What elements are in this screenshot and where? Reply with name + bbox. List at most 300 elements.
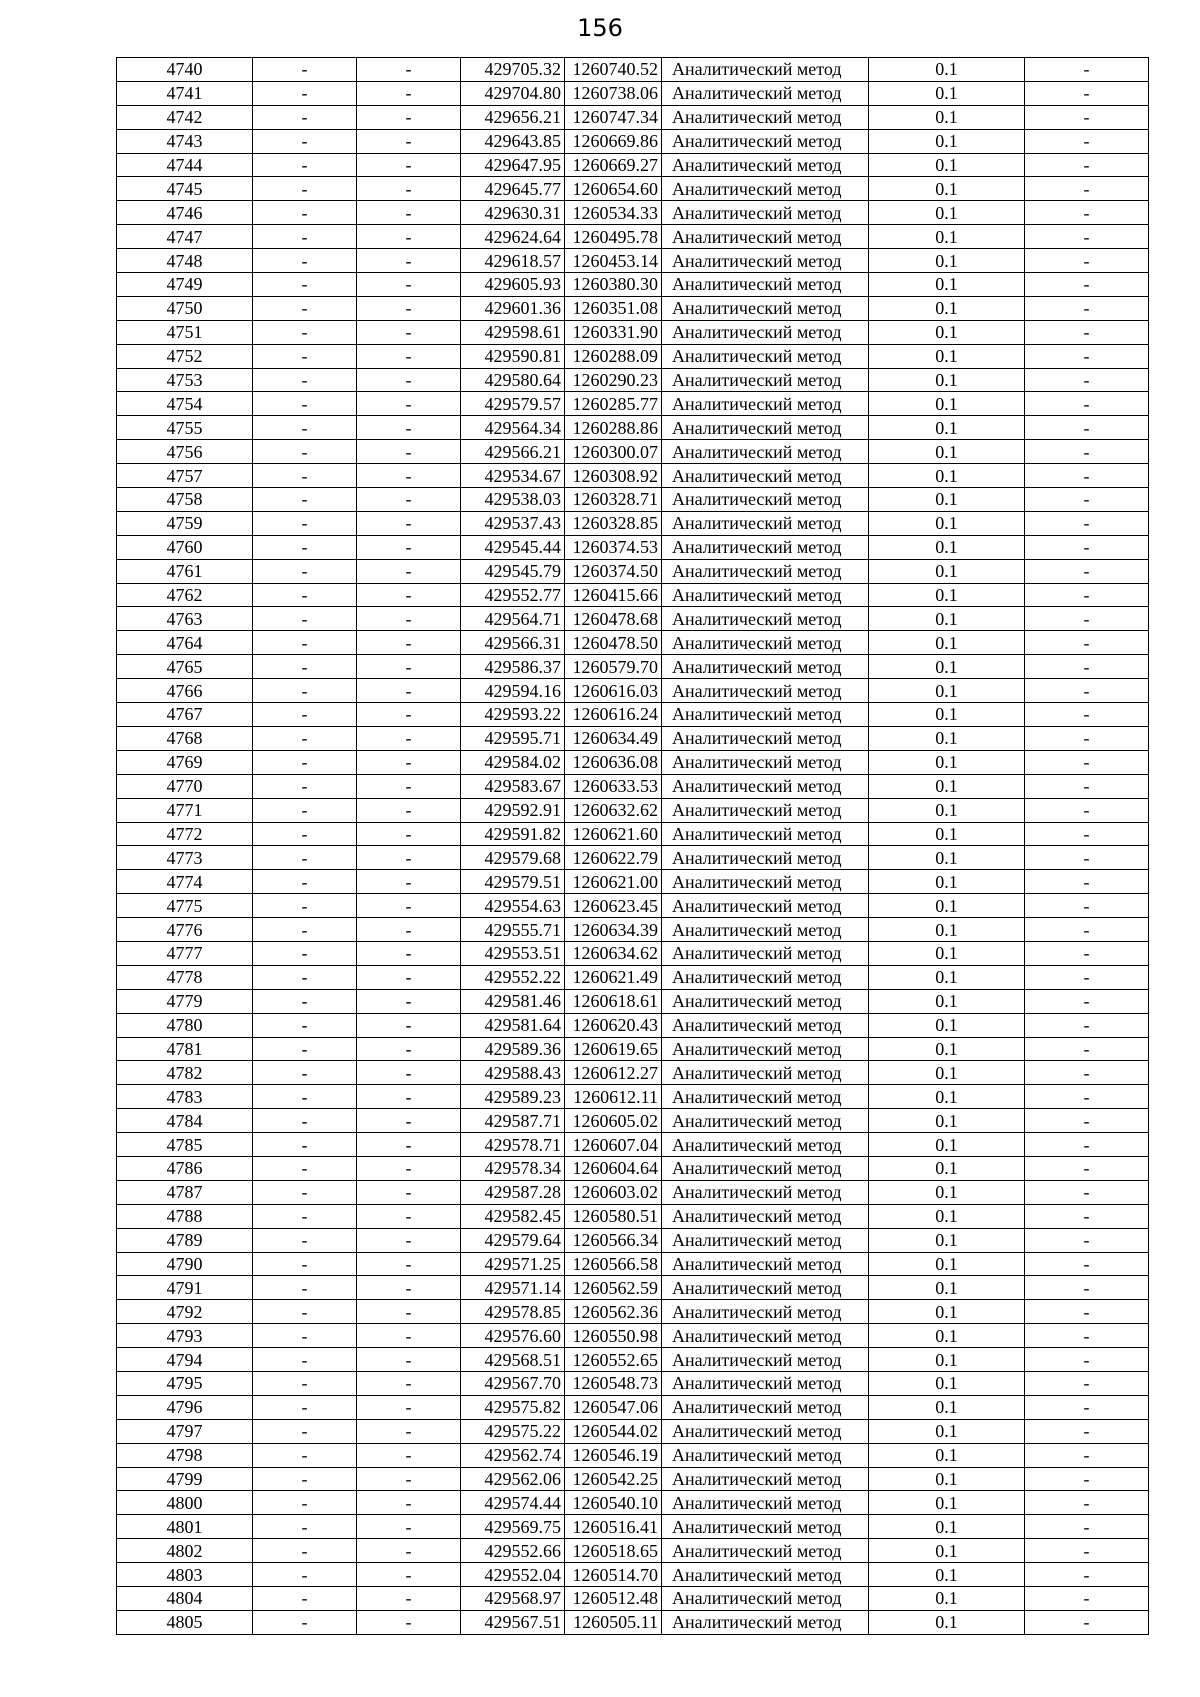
x-coordinate-cell: 429552.22: [461, 965, 565, 989]
table-row: [117, 464, 1149, 488]
method-cell: Аналитический метод: [662, 1061, 869, 1085]
last-column-cell: -: [1025, 488, 1149, 512]
y-coordinate-cell: 1260512.48: [565, 1587, 662, 1611]
point-number-cell: 4764: [117, 631, 253, 655]
column-3-cell: -: [357, 1204, 461, 1228]
x-coordinate-cell: 429579.68: [461, 846, 565, 870]
method-cell: Аналитический метод: [662, 511, 869, 535]
column-2-cell: -: [253, 559, 357, 583]
point-number-cell: 4798: [117, 1443, 253, 1467]
accuracy-cell: 0.1: [869, 1037, 1025, 1061]
last-column-cell: -: [1025, 440, 1149, 464]
accuracy-cell: 0.1: [869, 798, 1025, 822]
last-column-cell: -: [1025, 870, 1149, 894]
point-number-cell: 4746: [117, 201, 253, 225]
x-coordinate-cell: 429554.63: [461, 894, 565, 918]
column-2-cell: -: [253, 1061, 357, 1085]
x-coordinate-cell: 429590.81: [461, 344, 565, 368]
x-coordinate-cell: 429624.64: [461, 225, 565, 249]
last-column-cell: -: [1025, 607, 1149, 631]
last-column-cell: -: [1025, 679, 1149, 703]
column-3-cell: -: [357, 1395, 461, 1419]
y-coordinate-cell: 1260534.33: [565, 201, 662, 225]
last-column-cell: -: [1025, 1109, 1149, 1133]
column-2-cell: -: [253, 1133, 357, 1157]
x-coordinate-cell: 429564.71: [461, 607, 565, 631]
accuracy-cell: 0.1: [869, 1610, 1025, 1634]
y-coordinate-cell: 1260380.30: [565, 273, 662, 297]
x-coordinate-cell: 429582.45: [461, 1204, 565, 1228]
y-coordinate-cell: 1260634.62: [565, 941, 662, 965]
method-cell: Аналитический метод: [662, 368, 869, 392]
method-cell: Аналитический метод: [662, 1133, 869, 1157]
table-row: [117, 1228, 1149, 1252]
table-row: [117, 1515, 1149, 1539]
page-number: 156: [577, 14, 623, 42]
column-3-cell: -: [357, 774, 461, 798]
last-column-cell: -: [1025, 822, 1149, 846]
column-2-cell: -: [253, 296, 357, 320]
y-coordinate-cell: 1260634.49: [565, 726, 662, 750]
x-coordinate-cell: 429562.74: [461, 1443, 565, 1467]
accuracy-cell: 0.1: [869, 1467, 1025, 1491]
method-cell: Аналитический метод: [662, 1587, 869, 1611]
last-column-cell: -: [1025, 535, 1149, 559]
column-3-cell: -: [357, 798, 461, 822]
table-row: [117, 941, 1149, 965]
point-number-cell: 4768: [117, 726, 253, 750]
y-coordinate-cell: 1260374.53: [565, 535, 662, 559]
accuracy-cell: 0.1: [869, 296, 1025, 320]
y-coordinate-cell: 1260612.11: [565, 1085, 662, 1109]
table-row: [117, 344, 1149, 368]
method-cell: Аналитический метод: [662, 894, 869, 918]
column-3-cell: -: [357, 273, 461, 297]
x-coordinate-cell: 429545.79: [461, 559, 565, 583]
x-coordinate-cell: 429647.95: [461, 153, 565, 177]
method-cell: Аналитический метод: [662, 1085, 869, 1109]
x-coordinate-cell: 429562.06: [461, 1467, 565, 1491]
accuracy-cell: 0.1: [869, 153, 1025, 177]
method-cell: Аналитический метод: [662, 941, 869, 965]
last-column-cell: -: [1025, 941, 1149, 965]
accuracy-cell: 0.1: [869, 1013, 1025, 1037]
column-2-cell: -: [253, 1276, 357, 1300]
method-cell: Аналитический метод: [662, 416, 869, 440]
column-3-cell: -: [357, 1109, 461, 1133]
last-column-cell: -: [1025, 703, 1149, 727]
point-number-cell: 4804: [117, 1587, 253, 1611]
x-coordinate-cell: 429589.36: [461, 1037, 565, 1061]
column-2-cell: -: [253, 177, 357, 201]
accuracy-cell: 0.1: [869, 726, 1025, 750]
y-coordinate-cell: 1260415.66: [565, 583, 662, 607]
table-row: [117, 559, 1149, 583]
y-coordinate-cell: 1260579.70: [565, 655, 662, 679]
point-number-cell: 4787: [117, 1180, 253, 1204]
column-2-cell: -: [253, 368, 357, 392]
last-column-cell: -: [1025, 225, 1149, 249]
y-coordinate-cell: 1260616.03: [565, 679, 662, 703]
column-2-cell: -: [253, 726, 357, 750]
method-cell: Аналитический метод: [662, 1300, 869, 1324]
column-2-cell: -: [253, 1515, 357, 1539]
x-coordinate-cell: 429534.67: [461, 464, 565, 488]
x-coordinate-cell: 429569.75: [461, 1515, 565, 1539]
column-2-cell: -: [253, 1610, 357, 1634]
last-column-cell: -: [1025, 965, 1149, 989]
table-row: [117, 1587, 1149, 1611]
method-cell: Аналитический метод: [662, 1443, 869, 1467]
column-2-cell: -: [253, 798, 357, 822]
table-row: [117, 488, 1149, 512]
y-coordinate-cell: 1260495.78: [565, 225, 662, 249]
column-3-cell: -: [357, 153, 461, 177]
method-cell: Аналитический метод: [662, 607, 869, 631]
method-cell: Аналитический метод: [662, 679, 869, 703]
accuracy-cell: 0.1: [869, 989, 1025, 1013]
accuracy-cell: 0.1: [869, 1587, 1025, 1611]
y-coordinate-cell: 1260604.64: [565, 1156, 662, 1180]
accuracy-cell: 0.1: [869, 1443, 1025, 1467]
method-cell: Аналитический метод: [662, 1204, 869, 1228]
column-2-cell: -: [253, 1539, 357, 1563]
column-3-cell: -: [357, 1610, 461, 1634]
accuracy-cell: 0.1: [869, 464, 1025, 488]
accuracy-cell: 0.1: [869, 1156, 1025, 1180]
accuracy-cell: 0.1: [869, 1371, 1025, 1395]
point-number-cell: 4780: [117, 1013, 253, 1037]
column-3-cell: -: [357, 488, 461, 512]
column-3-cell: -: [357, 941, 461, 965]
table-row: [117, 822, 1149, 846]
last-column-cell: -: [1025, 894, 1149, 918]
method-cell: Аналитический метод: [662, 1013, 869, 1037]
column-2-cell: -: [253, 488, 357, 512]
column-2-cell: -: [253, 655, 357, 679]
y-coordinate-cell: 1260619.65: [565, 1037, 662, 1061]
table-row: [117, 894, 1149, 918]
point-number-cell: 4743: [117, 129, 253, 153]
x-coordinate-cell: 429555.71: [461, 918, 565, 942]
x-coordinate-cell: 429581.46: [461, 989, 565, 1013]
point-number-cell: 4783: [117, 1085, 253, 1109]
method-cell: Аналитический метод: [662, 703, 869, 727]
last-column-cell: -: [1025, 989, 1149, 1013]
point-number-cell: 4756: [117, 440, 253, 464]
accuracy-cell: 0.1: [869, 320, 1025, 344]
last-column-cell: -: [1025, 249, 1149, 273]
last-column-cell: -: [1025, 559, 1149, 583]
table-row: [117, 703, 1149, 727]
method-cell: Аналитический метод: [662, 129, 869, 153]
y-coordinate-cell: 1260547.06: [565, 1395, 662, 1419]
point-number-cell: 4779: [117, 989, 253, 1013]
y-coordinate-cell: 1260328.85: [565, 511, 662, 535]
point-number-cell: 4749: [117, 273, 253, 297]
column-2-cell: -: [253, 750, 357, 774]
y-coordinate-cell: 1260669.27: [565, 153, 662, 177]
table-row: [117, 416, 1149, 440]
column-3-cell: -: [357, 201, 461, 225]
last-column-cell: -: [1025, 1587, 1149, 1611]
y-coordinate-cell: 1260616.24: [565, 703, 662, 727]
accuracy-cell: 0.1: [869, 1061, 1025, 1085]
method-cell: Аналитический метод: [662, 1252, 869, 1276]
last-column-cell: -: [1025, 392, 1149, 416]
table-row: [117, 511, 1149, 535]
x-coordinate-cell: 429584.02: [461, 750, 565, 774]
x-coordinate-cell: 429656.21: [461, 105, 565, 129]
accuracy-cell: 0.1: [869, 846, 1025, 870]
last-column-cell: -: [1025, 344, 1149, 368]
last-column-cell: -: [1025, 273, 1149, 297]
point-number-cell: 4785: [117, 1133, 253, 1157]
table-row: [117, 655, 1149, 679]
last-column-cell: -: [1025, 320, 1149, 344]
accuracy-cell: 0.1: [869, 81, 1025, 105]
column-3-cell: -: [357, 607, 461, 631]
x-coordinate-cell: 429588.43: [461, 1061, 565, 1085]
method-cell: Аналитический метод: [662, 344, 869, 368]
method-cell: Аналитический метод: [662, 225, 869, 249]
point-number-cell: 4758: [117, 488, 253, 512]
y-coordinate-cell: 1260550.98: [565, 1324, 662, 1348]
method-cell: Аналитический метод: [662, 296, 869, 320]
accuracy-cell: 0.1: [869, 1324, 1025, 1348]
last-column-cell: -: [1025, 129, 1149, 153]
column-2-cell: -: [253, 1395, 357, 1419]
x-coordinate-cell: 429579.51: [461, 870, 565, 894]
table-row: [117, 249, 1149, 273]
accuracy-cell: 0.1: [869, 1180, 1025, 1204]
point-number-cell: 4800: [117, 1491, 253, 1515]
last-column-cell: -: [1025, 177, 1149, 201]
last-column-cell: -: [1025, 1037, 1149, 1061]
y-coordinate-cell: 1260562.36: [565, 1300, 662, 1324]
last-column-cell: -: [1025, 1204, 1149, 1228]
column-2-cell: -: [253, 918, 357, 942]
method-cell: Аналитический метод: [662, 846, 869, 870]
x-coordinate-cell: 429537.43: [461, 511, 565, 535]
method-cell: Аналитический метод: [662, 1539, 869, 1563]
last-column-cell: -: [1025, 726, 1149, 750]
column-2-cell: -: [253, 1013, 357, 1037]
last-column-cell: -: [1025, 1013, 1149, 1037]
table-row: [117, 440, 1149, 464]
column-3-cell: -: [357, 726, 461, 750]
method-cell: Аналитический метод: [662, 1156, 869, 1180]
accuracy-cell: 0.1: [869, 1419, 1025, 1443]
accuracy-cell: 0.1: [869, 416, 1025, 440]
column-3-cell: -: [357, 1061, 461, 1085]
last-column-cell: -: [1025, 368, 1149, 392]
y-coordinate-cell: 1260623.45: [565, 894, 662, 918]
column-2-cell: -: [253, 1228, 357, 1252]
point-number-cell: 4752: [117, 344, 253, 368]
column-3-cell: -: [357, 1276, 461, 1300]
x-coordinate-cell: 429568.97: [461, 1587, 565, 1611]
table-row: [117, 918, 1149, 942]
y-coordinate-cell: 1260478.68: [565, 607, 662, 631]
column-2-cell: -: [253, 535, 357, 559]
method-cell: Аналитический метод: [662, 488, 869, 512]
point-number-cell: 4802: [117, 1539, 253, 1563]
x-coordinate-cell: 429538.03: [461, 488, 565, 512]
x-coordinate-cell: 429578.34: [461, 1156, 565, 1180]
x-coordinate-cell: 429591.82: [461, 822, 565, 846]
y-coordinate-cell: 1260546.19: [565, 1443, 662, 1467]
column-2-cell: -: [253, 1300, 357, 1324]
column-2-cell: -: [253, 894, 357, 918]
column-2-cell: -: [253, 392, 357, 416]
point-number-cell: 4805: [117, 1610, 253, 1634]
last-column-cell: -: [1025, 58, 1149, 82]
accuracy-cell: 0.1: [869, 1252, 1025, 1276]
method-cell: Аналитический метод: [662, 1395, 869, 1419]
point-number-cell: 4762: [117, 583, 253, 607]
y-coordinate-cell: 1260566.34: [565, 1228, 662, 1252]
column-2-cell: -: [253, 1204, 357, 1228]
column-2-cell: -: [253, 607, 357, 631]
point-number-cell: 4778: [117, 965, 253, 989]
column-2-cell: -: [253, 989, 357, 1013]
column-2-cell: -: [253, 1491, 357, 1515]
point-number-cell: 4763: [117, 607, 253, 631]
y-coordinate-cell: 1260622.79: [565, 846, 662, 870]
method-cell: Аналитический метод: [662, 177, 869, 201]
y-coordinate-cell: 1260636.08: [565, 750, 662, 774]
table-body: [117, 58, 1149, 1635]
y-coordinate-cell: 1260633.53: [565, 774, 662, 798]
method-cell: Аналитический метод: [662, 726, 869, 750]
y-coordinate-cell: 1260374.50: [565, 559, 662, 583]
column-2-cell: -: [253, 1587, 357, 1611]
column-3-cell: -: [357, 1156, 461, 1180]
last-column-cell: -: [1025, 774, 1149, 798]
column-2-cell: -: [253, 1037, 357, 1061]
accuracy-cell: 0.1: [869, 1515, 1025, 1539]
x-coordinate-cell: 429587.28: [461, 1180, 565, 1204]
method-cell: Аналитический метод: [662, 153, 869, 177]
x-coordinate-cell: 429630.31: [461, 201, 565, 225]
x-coordinate-cell: 429593.22: [461, 703, 565, 727]
accuracy-cell: 0.1: [869, 607, 1025, 631]
point-number-cell: 4745: [117, 177, 253, 201]
table-row: [117, 58, 1149, 82]
method-cell: Аналитический метод: [662, 201, 869, 225]
point-number-cell: 4788: [117, 1204, 253, 1228]
method-cell: Аналитический метод: [662, 989, 869, 1013]
method-cell: Аналитический метод: [662, 249, 869, 273]
table-row: [117, 1085, 1149, 1109]
accuracy-cell: 0.1: [869, 273, 1025, 297]
accuracy-cell: 0.1: [869, 870, 1025, 894]
table-row: [117, 1348, 1149, 1372]
table-row: [117, 1491, 1149, 1515]
table-row: [117, 1395, 1149, 1419]
method-cell: Аналитический метод: [662, 1180, 869, 1204]
column-3-cell: -: [357, 965, 461, 989]
table-row: [117, 750, 1149, 774]
table-row: [117, 1563, 1149, 1587]
accuracy-cell: 0.1: [869, 511, 1025, 535]
point-number-cell: 4775: [117, 894, 253, 918]
column-2-cell: -: [253, 1156, 357, 1180]
x-coordinate-cell: 429605.93: [461, 273, 565, 297]
column-2-cell: -: [253, 941, 357, 965]
accuracy-cell: 0.1: [869, 1276, 1025, 1300]
column-3-cell: -: [357, 989, 461, 1013]
accuracy-cell: 0.1: [869, 1491, 1025, 1515]
column-2-cell: -: [253, 1419, 357, 1443]
column-3-cell: -: [357, 1419, 461, 1443]
column-3-cell: -: [357, 918, 461, 942]
table-row: [117, 631, 1149, 655]
column-2-cell: -: [253, 344, 357, 368]
last-column-cell: -: [1025, 1228, 1149, 1252]
column-3-cell: -: [357, 105, 461, 129]
method-cell: Аналитический метод: [662, 1515, 869, 1539]
last-column-cell: -: [1025, 1443, 1149, 1467]
x-coordinate-cell: 429592.91: [461, 798, 565, 822]
point-number-cell: 4753: [117, 368, 253, 392]
last-column-cell: -: [1025, 1276, 1149, 1300]
accuracy-cell: 0.1: [869, 1395, 1025, 1419]
y-coordinate-cell: 1260328.71: [565, 488, 662, 512]
y-coordinate-cell: 1260308.92: [565, 464, 662, 488]
table-row: [117, 1109, 1149, 1133]
last-column-cell: -: [1025, 918, 1149, 942]
last-column-cell: -: [1025, 583, 1149, 607]
column-2-cell: -: [253, 1109, 357, 1133]
column-3-cell: -: [357, 249, 461, 273]
point-number-cell: 4773: [117, 846, 253, 870]
accuracy-cell: 0.1: [869, 177, 1025, 201]
column-3-cell: -: [357, 225, 461, 249]
y-coordinate-cell: 1260607.04: [565, 1133, 662, 1157]
column-2-cell: -: [253, 1563, 357, 1587]
table-row: [117, 129, 1149, 153]
accuracy-cell: 0.1: [869, 822, 1025, 846]
x-coordinate-cell: 429594.16: [461, 679, 565, 703]
point-number-cell: 4782: [117, 1061, 253, 1085]
column-2-cell: -: [253, 249, 357, 273]
column-2-cell: -: [253, 1467, 357, 1491]
x-coordinate-cell: 429598.61: [461, 320, 565, 344]
last-column-cell: -: [1025, 1180, 1149, 1204]
y-coordinate-cell: 1260290.23: [565, 368, 662, 392]
y-coordinate-cell: 1260288.09: [565, 344, 662, 368]
x-coordinate-cell: 429566.31: [461, 631, 565, 655]
method-cell: Аналитический метод: [662, 918, 869, 942]
y-coordinate-cell: 1260548.73: [565, 1371, 662, 1395]
accuracy-cell: 0.1: [869, 1085, 1025, 1109]
accuracy-cell: 0.1: [869, 894, 1025, 918]
column-2-cell: -: [253, 129, 357, 153]
point-number-cell: 4776: [117, 918, 253, 942]
method-cell: Аналитический метод: [662, 1491, 869, 1515]
point-number-cell: 4799: [117, 1467, 253, 1491]
last-column-cell: -: [1025, 105, 1149, 129]
column-2-cell: -: [253, 1443, 357, 1467]
x-coordinate-cell: 429552.77: [461, 583, 565, 607]
column-3-cell: -: [357, 583, 461, 607]
column-2-cell: -: [253, 440, 357, 464]
y-coordinate-cell: 1260540.10: [565, 1491, 662, 1515]
point-number-cell: 4792: [117, 1300, 253, 1324]
x-coordinate-cell: 429583.67: [461, 774, 565, 798]
